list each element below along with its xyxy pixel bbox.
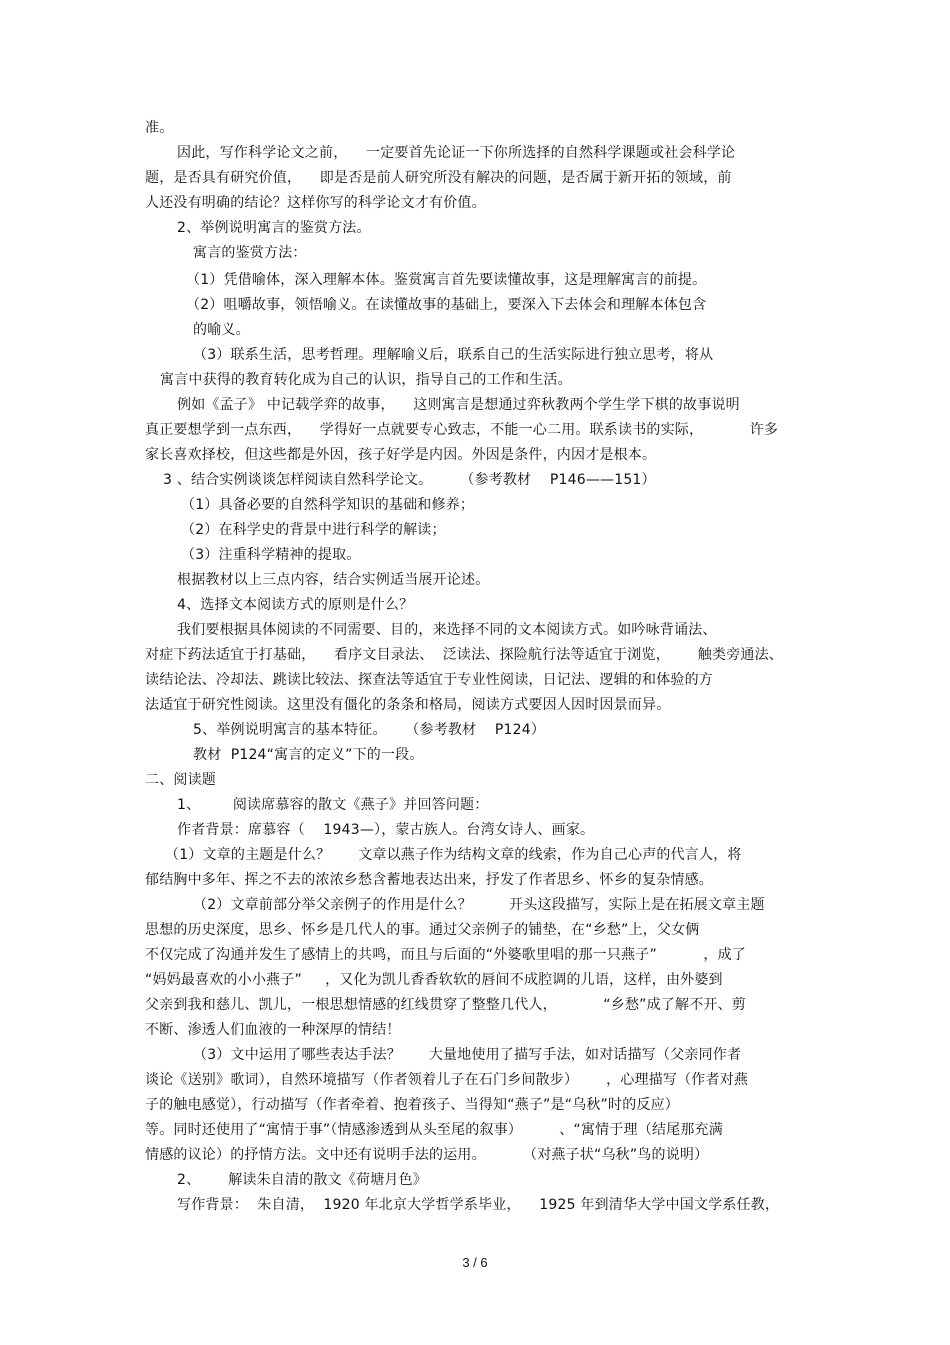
text-line: 人还没有明确的结论？这样你写的科学论文才有价值。 (145, 195, 486, 211)
text-line: 2、举例说明寓言的鉴赏方法。 (177, 220, 371, 236)
text-line: 因此，写作科学论文之前， 一定要首先论证一下你所选择的自然科学课题或社会科学论 (177, 145, 736, 161)
text-line: （2）文章前部分举父亲例子的作用是什么？ 开头这段描写，实际上是在拓展文章主题 (193, 897, 765, 913)
text-line: 作者背景：席慕容（ 1943—），蒙古族人。台湾女诗人、画家。 (177, 822, 595, 838)
text-line: 1、 阅读席慕容的散文《燕子》并回答问题： (177, 797, 489, 813)
text-line: 题，是否具有研究价值， 即是否是前人研究所没有解决的问题，是否属于新开拓的领域，前 (145, 170, 732, 186)
page-number: 3 / 6 (462, 1255, 488, 1270)
text-line: 5、举例说明寓言的基本特征。 （参考教材 P124） (193, 722, 546, 738)
section-heading: 二、阅读题 (145, 772, 216, 788)
text-line: 法适宜于研究性阅读。这里没有僵化的条条和格局，阅读方式要因人因时因景而异。 (145, 697, 671, 713)
text-line: 2、 解读朱自清的散文《荷塘月色》 (177, 1172, 428, 1188)
text-line: 思想的历史深度，思乡、怀乡是几代人的事。通过父亲例子的铺垫，在“乡愁”上，父女俩 (145, 922, 700, 938)
text-line: 不仅完成了沟通并发生了感情上的共鸣，而且与后面的“外婆歌里唱的那一只燕子” ，成了 (145, 947, 747, 963)
text-line: 4、选择文本阅读方式的原则是什么？ (177, 597, 414, 613)
text-line: （2）咀嚼故事，领悟喻义。在读懂故事的基础上，要深入下去体会和理解本体包含 (186, 297, 707, 313)
text-line: （3）文中运用了哪些表达手法？ 大量地使用了描写手法，如对话描写（父亲同作者 (193, 1047, 742, 1063)
text-line: 寓言中获得的教育转化成为自己的认识，指导自己的工作和生活。 (160, 372, 572, 388)
text-line: 写作背景： 朱自清， 1920 年北京大学哲学系毕业， 1925 年到清华大学中国文学系任教， (177, 1197, 780, 1213)
text-line: 家长喜欢择校，但这些都是外因，孩子好学是内因。外因是条件，内因才是根本。 (145, 447, 657, 463)
text-line: 例如《孟子》 中记载学弈的故事， 这则寓言是想通过弈秋教两个学生学下棋的故事说明 (177, 397, 740, 413)
text-line: 不断、渗透人们血液的一种深厚的情结！ (145, 1022, 401, 1038)
text-line: 谈论《送别》歌词），自然环境描写（作者领着儿子在石门乡间散步） ，心理描写（作者对燕 (145, 1072, 749, 1088)
text-line: 对症下药法适宜于打基础， 看序文目录法、 泛读法、探险航行法等适宜于浏览， 触类旁通法、 (145, 647, 783, 663)
text-line: 读结论法、冷却法、跳读比较法、探查法等适宜于专业性阅读，日记法、逻辑的和体验的方 (145, 672, 713, 688)
text-line: 根据教材以上三点内容，结合实例适当展开论述。 (177, 572, 490, 588)
text-line: 郁结胸中多年、挥之不去的浓浓乡愁含蓄地表达出来，抒发了作者思乡、怀乡的复杂情感。 (145, 872, 713, 888)
text-line: 教材 P124“寓言的定义”下的一段。 (193, 747, 424, 763)
text-line: 3 、结合实例谈谈怎样阅读自然科学论文。 （参考教材 P146——151） (163, 472, 656, 488)
text-line: 真正要想学到一点东西， 学得好一点就要专心致志，不能一心二用。联系读书的实际， 许多 (145, 422, 779, 438)
text-line: 父亲到我和慈儿、凯儿，一根思想情感的红线贯穿了整整几代人， “乡愁”成了解不开、剪 (145, 997, 747, 1013)
text-line: 准。 (145, 120, 174, 136)
text-line: 我们要根据具体阅读的不同需要、目的，来选择不同的文本阅读方式。如吟咏背诵法、 (177, 622, 717, 638)
text-line: 子的触电感觉），行动描写（作者牵着、抱着孩子、当得知“燕子”是“乌秋”时的反应） (145, 1097, 680, 1113)
text-line: 情感的议论）的抒情方法。文中还有说明手法的运用。 （对燕子状“乌秋”鸟的说明） (145, 1147, 709, 1163)
text-line: 寓言的鉴赏方法： (193, 245, 307, 261)
text-line: “妈妈最喜欢的小小燕子” ，又化为凯儿香香软软的唇间不成腔调的儿语，这样，由外婆到 (145, 972, 723, 988)
text-line: （3）注重科学精神的提取。 (181, 547, 361, 563)
text-line: （1）具备必要的自然科学知识的基础和修养； (181, 497, 475, 513)
text-line: （2）在科学史的背景中进行科学的解读； (181, 522, 446, 538)
text-line: 的喻义。 (193, 322, 250, 338)
text-line: 等。同时还使用了“寓情于事”（情感渗透到从头至尾的叙事） 、“寓情于理（结尾那充满 (145, 1122, 723, 1138)
text-line: （1）文章的主题是什么？ 文章以燕子作为结构文章的线索，作为自己心声的代言人，将 (165, 847, 742, 863)
text-line: （1）凭借喻体，深入理解本体。鉴赏寓言首先要读懂故事，这是理解寓言的前提。 (186, 272, 707, 288)
text-line: （3）联系生活，思考哲理。理解喻义后，联系自己的生活实际进行独立思考，将从 (193, 347, 714, 363)
